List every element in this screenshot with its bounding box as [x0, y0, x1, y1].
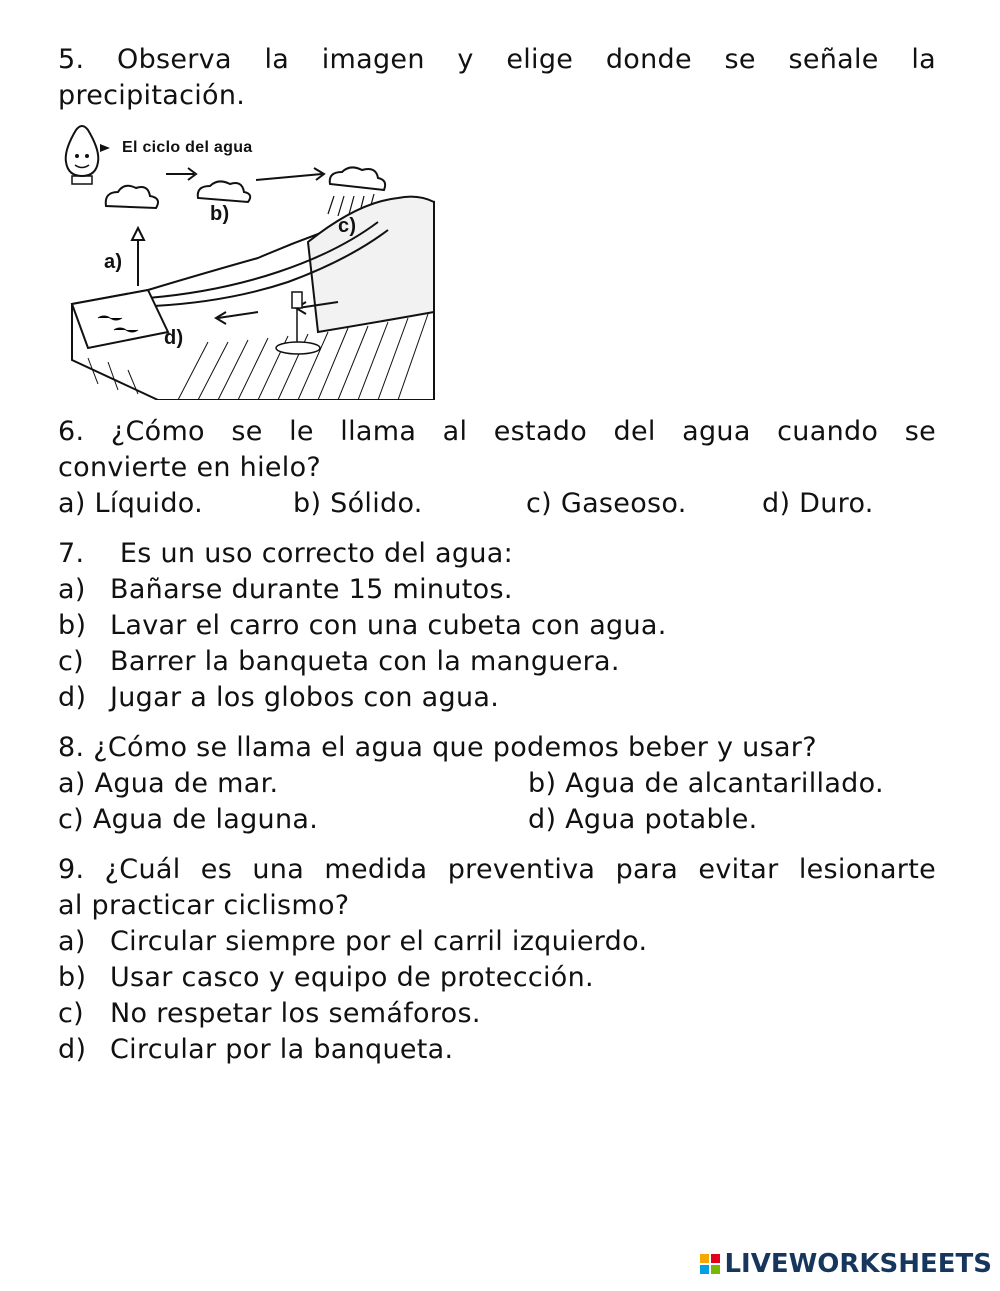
question-9-option-a[interactable]: a) Circular siempre por el carril izquierdo. [58, 926, 648, 957]
figure-label-a[interactable]: a) [104, 251, 123, 273]
question-8-text: 8. ¿Cómo se llama el agua que podemos beber y usar? [58, 732, 817, 763]
question-8-option-d[interactable]: d) Agua potable. [528, 804, 758, 835]
worksheet [58, 42, 936, 1082]
logo-square-3 [700, 1265, 709, 1274]
question-6 [58, 414, 936, 522]
question-9-option-c[interactable]: c) No respetar los semáforos. [58, 998, 481, 1029]
logo-text: LIVEWORKSHEETS [724, 1249, 992, 1279]
question-6-line-2: convierte en hielo? [58, 452, 322, 483]
logo-square-1 [700, 1254, 709, 1263]
question-6-option-c[interactable]: c) Gaseoso. [526, 488, 687, 519]
figure-label-b[interactable]: b) [210, 203, 230, 225]
question-9 [58, 852, 936, 1068]
question-9-option-d[interactable]: d) Circular por la banqueta. [58, 1034, 454, 1065]
question-7 [58, 536, 936, 716]
figure-label-d[interactable]: d) [164, 327, 184, 349]
question-9-line-1: 9. ¿Cuál es una medida preventiva para evitar lesionarte [58, 854, 936, 885]
question-7-text: 7. Es un uso correcto del agua: [58, 538, 514, 569]
question-7-option-a[interactable]: a) Bañarse durante 15 minutos. [58, 574, 513, 605]
figure-title: El ciclo del agua [122, 139, 253, 156]
question-7-option-d[interactable]: d) Jugar a los globos con agua. [58, 682, 500, 713]
question-9-option-b[interactable]: b) Usar casco y equipo de protección. [58, 962, 594, 993]
question-6-option-a[interactable]: a) Líquido. [58, 488, 204, 519]
question-8-option-a[interactable]: a) Agua de mar. [58, 768, 279, 799]
logo-squares-icon [700, 1254, 720, 1274]
question-5-line-2: precipitación. [58, 80, 246, 111]
question-6-option-b[interactable]: b) Sólido. [293, 488, 423, 519]
question-6-option-d[interactable]: d) Duro. [762, 488, 874, 519]
question-8-option-b[interactable]: b) Agua de alcantarillado. [528, 768, 884, 799]
liveworksheets-logo[interactable] [700, 1249, 992, 1279]
question-6-line-1: 6. ¿Cómo se le llama al estado del agua cuando se [58, 416, 936, 447]
question-5 [58, 42, 936, 114]
question-7-option-b[interactable]: b) Lavar el carro con una cubeta con agua. [58, 610, 667, 641]
question-8 [58, 730, 936, 838]
logo-square-4 [711, 1265, 720, 1274]
question-7-option-c[interactable]: c) Barrer la banqueta con la manguera. [58, 646, 620, 677]
question-6-options [58, 486, 936, 522]
water-cycle-drawing [58, 122, 442, 400]
logo-square-2 [711, 1254, 720, 1263]
question-9-line-2: al practicar ciclismo? [58, 890, 350, 921]
question-8-option-c[interactable]: c) Agua de laguna. [58, 804, 319, 835]
water-cycle-figure[interactable] [58, 122, 442, 400]
question-5-line-1: 5. Observa la imagen y elige donde se señale la [58, 44, 936, 75]
figure-label-c[interactable]: c) [338, 215, 357, 237]
